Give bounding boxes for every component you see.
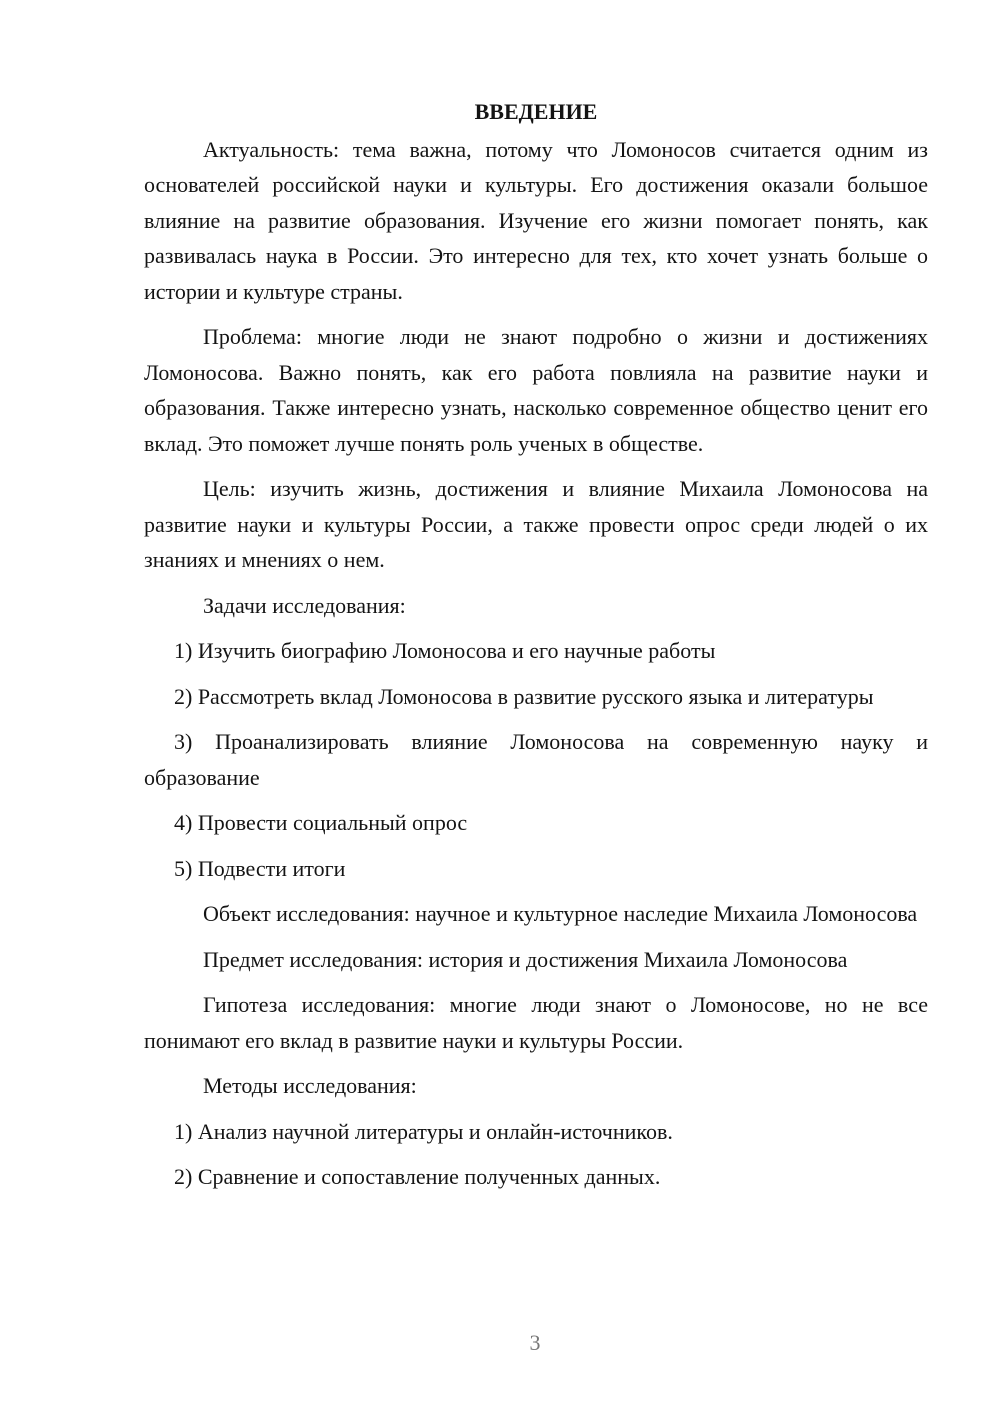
section-heading: ВВЕДЕНИЕ — [474, 99, 598, 124]
tasks-title: Задачи исследования: — [203, 592, 406, 618]
task-item: 3) Проанализировать влияние Ломоносова на современную науку и образование — [144, 729, 928, 790]
method-item: 1) Анализ научной литературы и онлайн-источников. — [174, 1118, 673, 1144]
method-item: 2) Сравнение и сопоставление полученных данных. — [174, 1164, 661, 1189]
object-paragraph: Объект исследования: научное и культурное наследие Михаила Ломоносова — [203, 901, 918, 926]
relevance-paragraph: Актуальность: тема важна, потому что Ломоносов считается одним из основателей российской науки и культуры. Его достижения оказали большое влияние на развитие образования. Изучение его жизни помогает понять, как развивалась наука в России. Это интересно для тех, кто хочет узнать больше о истории и культуре страны. — [144, 136, 928, 304]
page-content — [144, 94, 928, 1205]
page-number: 3 — [529, 1330, 541, 1355]
hypothesis-paragraph: Гипотеза исследования: многие люди знают о Ломоносове, но не все понимают его вклад в развитие науки и культуры России. — [144, 992, 928, 1053]
task-item: 5) Подвести итоги — [174, 855, 346, 881]
methods-title: Методы исследования: — [203, 1073, 417, 1098]
goal-paragraph: Цель: изучить жизнь, достижения и влияние Михаила Ломоносова на развитие науки и культуры России, а также провести опрос среди людей о их знаниях и мнениях о нем. — [144, 476, 928, 572]
task-item: 1) Изучить биографию Ломоносова и его научные работы — [174, 638, 716, 663]
subject-paragraph: Предмет исследования: история и достижения Михаила Ломоносова — [203, 946, 848, 972]
problem-paragraph: Проблема: многие люди не знают подробно о жизни и достижениях Ломоносова. Важно понять, как его работа повлияла на развитие науки и образования. Также интересно узнать, насколько современное общество ценит его вклад. Это поможет лучше понять роль ученых в обществе. — [144, 324, 928, 456]
task-item: 2) Рассмотреть вклад Ломоносова в развитие русского языка и литературы — [174, 683, 874, 709]
task-item: 4) Провести социальный опрос — [174, 810, 468, 835]
